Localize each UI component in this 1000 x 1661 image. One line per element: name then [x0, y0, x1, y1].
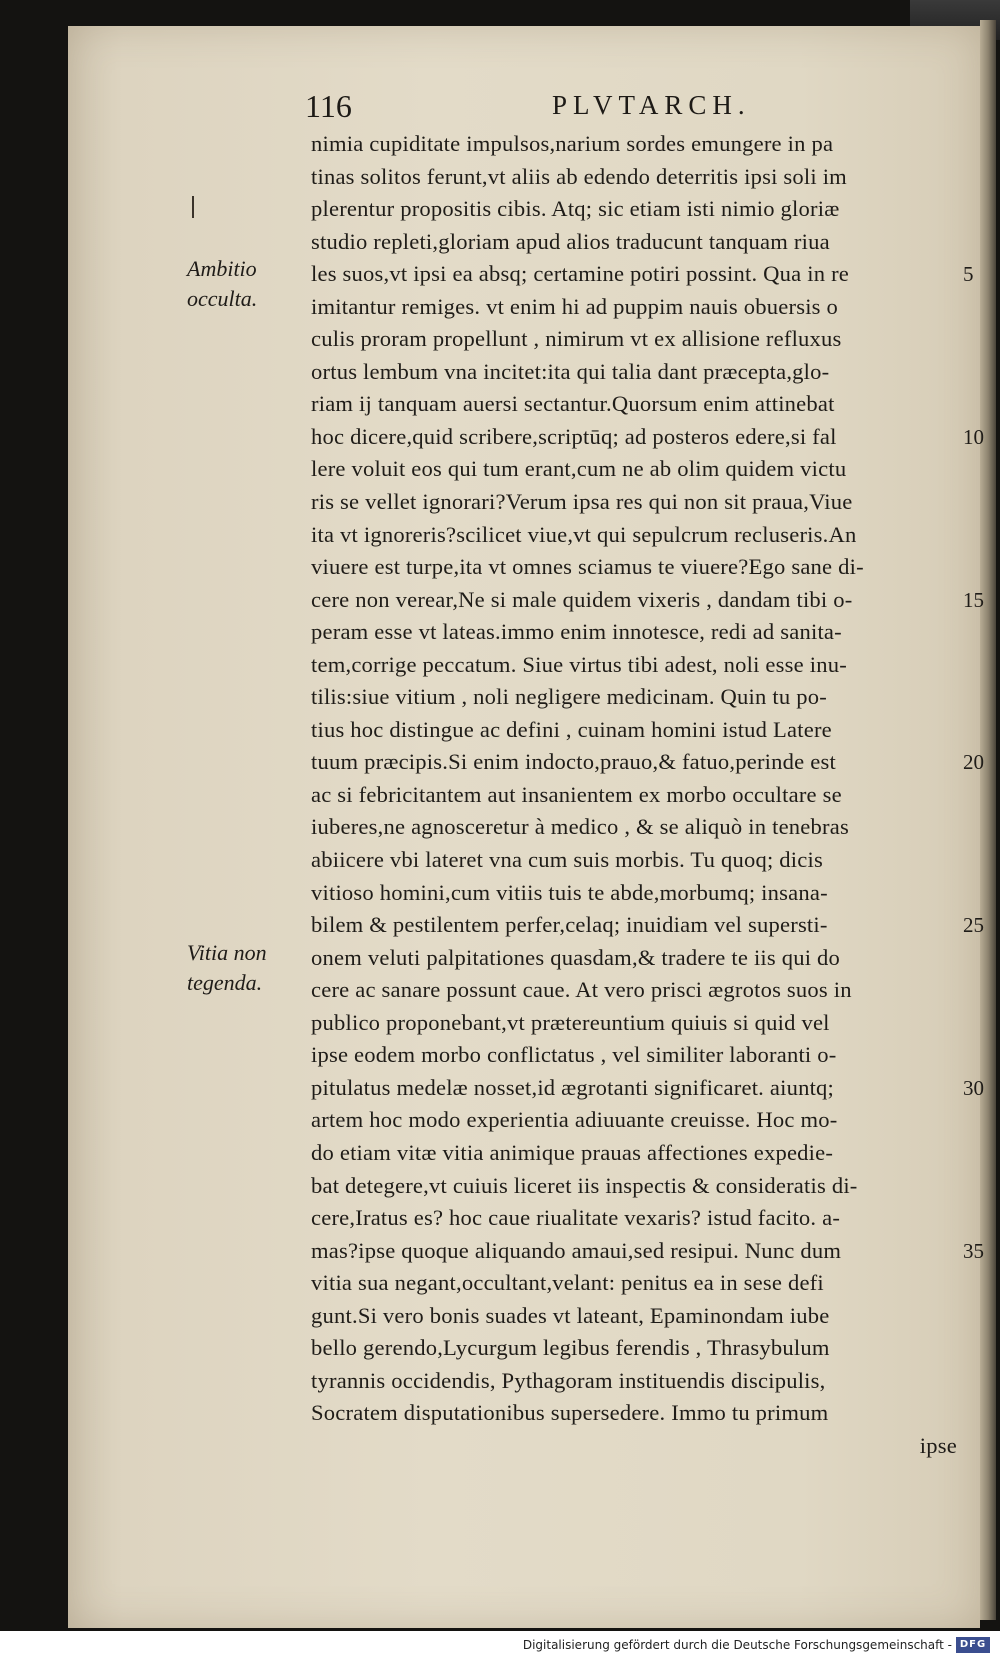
line-number: 25 [963, 913, 984, 938]
text-line: vitioso homini,cum vitiis tuis te abde,morbumq; insana- [311, 879, 828, 905]
text-line: culis proram propellunt , nimirum vt ex allisione refluxus [311, 326, 842, 352]
text-line: tius hoc distingue ac defini , cuinam homini istud Latere [311, 716, 832, 742]
text-line: vitia sua negant,occultant,velant: penitus ea in sese defi [311, 1270, 824, 1296]
text-line: imitantur remiges. vt enim hi ad puppim nauis obuersis o [311, 293, 839, 319]
page-number: 116 [305, 88, 352, 124]
line-number: 30 [963, 1075, 984, 1100]
text-line: lere voluit eos qui tum erant,cum ne ab olim quidem victu [311, 456, 847, 482]
text-line: bat detegere,vt cuiuis liceret iis inspectis & consideratis di- [311, 1172, 858, 1198]
text-line: peram esse vt lateas.immo enim innotesce, redi ad sanita- [311, 619, 842, 645]
margin-note-line: Ambitio [187, 256, 257, 281]
text-line: abiicere vbi lateret vna cum suis morbis. Tu quoq; dicis [311, 847, 823, 873]
page-edge [980, 20, 996, 1620]
text-line: cere non verear,Ne si male quidem vixeris , dandam tibi o- [311, 586, 853, 612]
line-number: 20 [963, 750, 984, 775]
text-line: hoc dicere,quid scribere,scriptūq; ad posteros edere,si fal [311, 423, 837, 449]
text-line: gunt.Si vero bonis suades vt lateant, Epaminondam iube [311, 1302, 830, 1328]
text-line: onem veluti palpitationes quasdam,& tradere te iis qui do [311, 944, 841, 970]
text-line: ipse [919, 1432, 957, 1458]
text-line: bilem & pestilentem perfer,celaq; inuidiam vel supersti- [311, 912, 828, 938]
text-line: Socratem disputationibus supersedere. Immo tu primum [311, 1400, 829, 1426]
dfg-logo: DFG [956, 1637, 990, 1653]
text-line: ac si febricitantem aut insanientem ex morbo occultare se [311, 781, 842, 807]
line-number: 10 [963, 424, 984, 449]
text-line: pitulatus medelæ nosset,id ægrotanti significaret. aiuntq; [311, 1074, 835, 1100]
margin-mark [192, 196, 194, 218]
footer-bar [0, 1631, 1000, 1661]
line-number: 15 [963, 587, 984, 612]
text-line: mas?ipse quoque aliquando amaui,sed resipui. Nunc dum [311, 1237, 842, 1263]
margin-note-ambitio [187, 254, 257, 314]
page-header [305, 88, 925, 128]
text-line: les suos,vt ipsi ea absq; certamine potiri possint. Qua in re [311, 261, 850, 287]
margin-note-vitia [187, 938, 267, 998]
margin-note-line: tegenda. [187, 970, 263, 995]
text-line: tuum præcipis.Si enim indocto,prauo,& fatuo,perinde est [311, 749, 836, 775]
line-number: 5 [963, 262, 974, 287]
text-line: publico proponebant,vt prætereuntium quiuis si quid vel [311, 1009, 830, 1035]
text-line: iuberes,ne agnosceretur à medico , & se aliquò in tenebras [311, 814, 849, 840]
text-line: do etiam vitæ vitia animique prauas affectiones expedie- [311, 1139, 834, 1165]
text-line: bello gerendo,Lycurgum legibus ferendis , Thrasybulum [311, 1335, 830, 1361]
text-line: cere,Iratus es? hoc caue riualitate vexaris? istud facito. a- [311, 1205, 841, 1231]
footer-credit: Digitalisierung gefördert durch die Deutsche Forschungsgemeinschaft - [522, 1638, 952, 1652]
text-line: tem,corrige peccatum. Siue virtus tibi adest, noli esse inu- [311, 651, 847, 677]
text-line: studio repleti,gloriam apud alios traducunt tanquam riua [311, 228, 830, 254]
text-line: artem hoc modo experientia adiuuante creuisse. Hoc mo- [311, 1107, 838, 1133]
running-title: PLVTARCH. [552, 90, 751, 120]
body-text [311, 128, 971, 1462]
text-line: nimia cupiditate impulsos,narium sordes emungere in pa [311, 131, 834, 156]
margin-note-line: Vitia non [187, 940, 267, 965]
text-line: ris se vellet ignorari?Verum ipsa res qui non sit praua,Viue [311, 489, 853, 515]
text-line: riam ij tanquam auersi sectantur.Quorsum enim attinebat [311, 391, 835, 417]
text-line: cere ac sanare possunt caue. At vero prisci ægrotos suos in [311, 977, 852, 1003]
text-line: ita vt ignoreris?scilicet viue,vt qui sepulcrum recluseris.An [311, 521, 857, 547]
text-line: tyrannis occidendis, Pythagoram instituendis discipulis, [311, 1367, 826, 1393]
text-line: plerentur propositis cibis. Atq; sic etiam isti nimio gloriæ [311, 196, 840, 222]
margin-note-line: occulta. [187, 286, 258, 311]
text-line: ortus lembum vna incitet:ita qui talia dant præcepta,glo- [311, 358, 830, 384]
text-line: viuere est turpe,ita vt omnes sciamus te viuere?Ego sane di- [311, 554, 864, 580]
line-number: 35 [963, 1238, 984, 1263]
text-line: tinas solitos ferunt,vt aliis ab edendo deterritis ipsi soli im [311, 163, 847, 189]
text-line: ipse eodem morbo conflictatus , vel similiter laboranti o- [311, 1042, 837, 1068]
text-line: tilis:siue vitium , noli negligere medicinam. Quin tu po- [311, 684, 827, 710]
